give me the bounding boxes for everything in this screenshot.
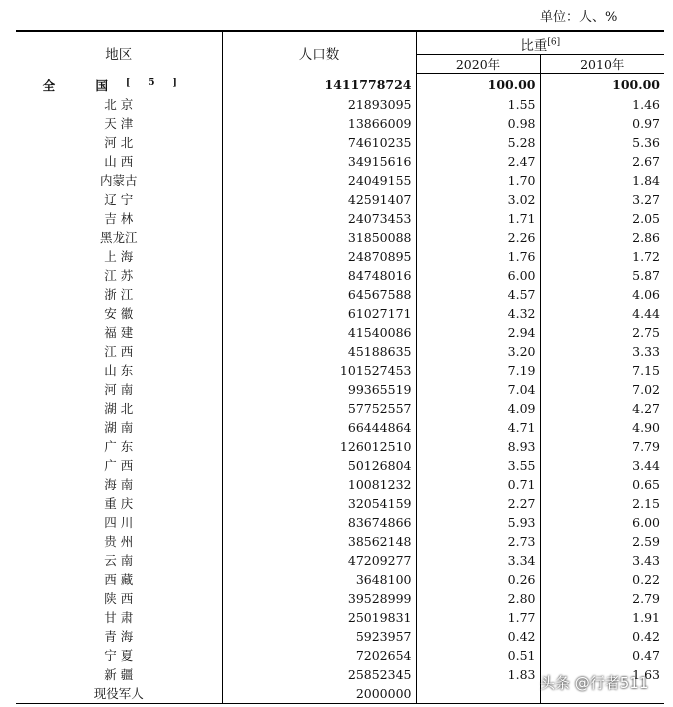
population-cell: 50126804 (222, 456, 416, 475)
header-share-label: 比重 (520, 38, 548, 54)
table-row (16, 532, 664, 551)
population-cell: 99365519 (222, 380, 416, 399)
population-cell: 45188635 (222, 342, 416, 361)
share-2020-cell: 7.04 (416, 380, 540, 399)
population-cell: 47209277 (222, 551, 416, 570)
region-cell: 湖 北 (16, 399, 222, 418)
watermark: 头条 @行者511 (540, 674, 649, 692)
share-2010-cell: 1.63 (632, 666, 660, 682)
population-cell: 42591407 (222, 190, 416, 209)
share-2020-cell: 6.00 (416, 266, 540, 285)
share-2020-cell: 0.71 (416, 475, 540, 494)
region-cell: 江 苏 (16, 266, 222, 285)
share-2010-cell: 2.79 (632, 590, 660, 606)
table-row (16, 190, 664, 209)
region-cell: 山 西 (16, 152, 222, 171)
share-2010-cell: 3.43 (632, 552, 660, 568)
share-2020-cell: 1.55 (416, 95, 540, 114)
population-cell: 34915616 (222, 152, 416, 171)
region-cell: 安 徽 (16, 304, 222, 323)
share-2010-cell: 5.87 (632, 267, 660, 283)
share-2020-cell: 3.34 (416, 551, 540, 570)
table-row (16, 133, 664, 152)
share-2010-cell: 3.44 (632, 457, 660, 473)
region-cell: 福 建 (16, 323, 222, 342)
share-2010-cell: 2.67 (632, 153, 660, 169)
population-cell: 3648100 (222, 570, 416, 589)
share-2010-cell: 2.75 (632, 324, 660, 340)
region-cell: 广 东 (16, 437, 222, 456)
table-row (16, 399, 664, 418)
share-2020-cell: 5.28 (416, 133, 540, 152)
share-2020-cell: 2.47 (416, 152, 540, 171)
share-2010-cell: 2.86 (632, 229, 660, 245)
header-population: 人口数 (222, 32, 416, 74)
table-row (16, 247, 664, 266)
share-2020-cell: 3.02 (416, 190, 540, 209)
population-cell: 24073453 (222, 209, 416, 228)
share-2010-cell: 7.79 (632, 438, 660, 454)
share-2020-cell: 4.57 (416, 285, 540, 304)
table-row (16, 475, 664, 494)
table-row (16, 646, 664, 665)
region-cell: 西 藏 (16, 570, 222, 589)
table-row (16, 494, 664, 513)
region-cell: 现役军人 (16, 684, 222, 704)
share-2020-cell: 0.42 (416, 627, 540, 646)
region-cell: 重 庆 (16, 494, 222, 513)
region-cell: 辽 宁 (16, 190, 222, 209)
table-row (16, 551, 664, 570)
table-row (16, 171, 664, 190)
table-row (16, 361, 664, 380)
header-year-2020: 2020年 (416, 55, 540, 74)
table-row (16, 456, 664, 475)
share-2010-cell: 4.06 (632, 286, 660, 302)
share-2020-cell: 3.20 (416, 342, 540, 361)
share-2020-cell: 7.19 (416, 361, 540, 380)
population-cell: 24870895 (222, 247, 416, 266)
region-cell: 陕 西 (16, 589, 222, 608)
table-row (16, 228, 664, 247)
share-2020-cell: 4.32 (416, 304, 540, 323)
share-2020-cell: 1.76 (416, 247, 540, 266)
region-cell: 河 北 (16, 133, 222, 152)
table-row (16, 342, 664, 361)
share-2010-cell: 3.27 (632, 191, 660, 207)
table-row (16, 437, 664, 456)
population-cell: 83674866 (222, 513, 416, 532)
population-cell: 126012510 (222, 437, 416, 456)
population-cell: 39528999 (222, 589, 416, 608)
table-row (16, 285, 664, 304)
share-2020-cell: 0.51 (416, 646, 540, 665)
share-2020-cell: 5.93 (416, 513, 540, 532)
share-2010-cell: 2.59 (632, 533, 660, 549)
population-cell: 21893095 (222, 95, 416, 114)
header-year-2010: 2010年 (540, 55, 664, 74)
region-cell: 浙 江 (16, 285, 222, 304)
share-2020-cell: 1.71 (416, 209, 540, 228)
share-2010-cell: 4.90 (632, 419, 660, 435)
population-cell: 2000000 (222, 684, 416, 704)
population-cell: 7202654 (222, 646, 416, 665)
region-cell: 天 津 (16, 114, 222, 133)
table-row (16, 627, 664, 646)
share-2020-cell: 1.77 (416, 608, 540, 627)
population-cell: 38562148 (222, 532, 416, 551)
share-2010-cell: 4.44 (632, 305, 660, 321)
share-2010-cell: 2.15 (632, 495, 660, 511)
region-cell: 贵 州 (16, 532, 222, 551)
share-2020-cell: 3.55 (416, 456, 540, 475)
share-2020-cell: 0.26 (416, 570, 540, 589)
region-cell: 湖 南 (16, 418, 222, 437)
share-2010-cell: 1.84 (632, 172, 660, 188)
population-cell: 84748016 (222, 266, 416, 285)
table-row (16, 323, 664, 342)
share-2010-cell: 1.72 (632, 248, 660, 264)
population-cell: 57752557 (222, 399, 416, 418)
share-2010-cell: 4.27 (632, 400, 660, 416)
share-2020-cell: 1.70 (416, 171, 540, 190)
population-cell: 61027171 (222, 304, 416, 323)
share-2020-cell: 100.00 (416, 74, 540, 95)
region-cell: 吉 林 (16, 209, 222, 228)
share-2020-cell (416, 684, 540, 704)
share-2010-cell: 3.33 (632, 343, 660, 359)
table-row (16, 380, 664, 399)
population-cell: 1411778724 (222, 74, 416, 95)
table-row (16, 266, 664, 285)
region-cell: 黑龙江 (16, 228, 222, 247)
share-2020-cell: 0.98 (416, 114, 540, 133)
region-cell: 甘 肃 (16, 608, 222, 627)
table-row (16, 114, 664, 133)
share-2010-cell: 1.46 (632, 96, 660, 112)
share-2020-cell: 2.73 (416, 532, 540, 551)
share-2010-cell: 0.97 (632, 115, 660, 131)
region-cell: 上 海 (16, 247, 222, 266)
population-cell: 64567588 (222, 285, 416, 304)
table-row (16, 418, 664, 437)
table-row-total (16, 74, 664, 95)
population-cell: 31850088 (222, 228, 416, 247)
share-2010-cell: 6.00 (632, 514, 660, 530)
table-row (16, 570, 664, 589)
population-cell: 101527453 (222, 361, 416, 380)
region-cell: 北 京 (16, 95, 222, 114)
share-2020-cell: 2.27 (416, 494, 540, 513)
population-cell: 10081232 (222, 475, 416, 494)
total-region-note: [5] (126, 77, 195, 88)
population-cell: 5923957 (222, 627, 416, 646)
share-2010-cell: 1.91 (632, 609, 660, 625)
table-row (16, 589, 664, 608)
population-table (16, 30, 664, 704)
region-cell (16, 74, 222, 95)
share-2010-cell: 7.15 (632, 362, 660, 378)
header-share (416, 32, 664, 55)
region-cell: 广 西 (16, 456, 222, 475)
header-share-note: [6] (547, 37, 561, 48)
region-cell: 宁 夏 (16, 646, 222, 665)
population-cell: 24049155 (222, 171, 416, 190)
population-cell: 41540086 (222, 323, 416, 342)
region-cell: 内蒙古 (16, 171, 222, 190)
region-cell: 新 疆 (16, 665, 222, 684)
population-cell: 74610235 (222, 133, 416, 152)
population-cell: 66444864 (222, 418, 416, 437)
population-cell: 25019831 (222, 608, 416, 627)
region-cell: 青 海 (16, 627, 222, 646)
table-row (16, 304, 664, 323)
total-region-label: 全 国 (42, 77, 127, 93)
share-2020-cell: 2.94 (416, 323, 540, 342)
share-2020-cell: 4.71 (416, 418, 540, 437)
share-2010-cell: 100.00 (612, 76, 660, 92)
population-cell: 32054159 (222, 494, 416, 513)
table-row (16, 209, 664, 228)
unit-label: 单位：人、% (540, 10, 618, 25)
region-cell: 山 东 (16, 361, 222, 380)
share-2010-cell: 0.42 (632, 628, 660, 644)
share-2020-cell: 2.80 (416, 589, 540, 608)
share-2010-cell: 5.36 (632, 134, 660, 150)
table-row (16, 608, 664, 627)
share-2020-cell: 2.26 (416, 228, 540, 247)
region-cell: 江 西 (16, 342, 222, 361)
region-cell: 河 南 (16, 380, 222, 399)
region-cell: 云 南 (16, 551, 222, 570)
population-cell: 25852345 (222, 665, 416, 684)
table-row (16, 513, 664, 532)
share-2010-cell: 7.02 (632, 381, 660, 397)
share-2010-cell: 0.22 (632, 571, 660, 587)
header-region: 地区 (16, 32, 222, 74)
table-row (16, 152, 664, 171)
share-2010-cell: 0.65 (632, 476, 660, 492)
region-cell: 海 南 (16, 475, 222, 494)
table-row (16, 95, 664, 114)
population-cell: 13866009 (222, 114, 416, 133)
share-2020-cell: 8.93 (416, 437, 540, 456)
region-cell: 四 川 (16, 513, 222, 532)
share-2020-cell: 1.83 (416, 665, 540, 684)
share-2010-cell: 2.05 (632, 210, 660, 226)
share-2010-cell: 0.47 (632, 647, 660, 663)
share-2020-cell: 4.09 (416, 399, 540, 418)
